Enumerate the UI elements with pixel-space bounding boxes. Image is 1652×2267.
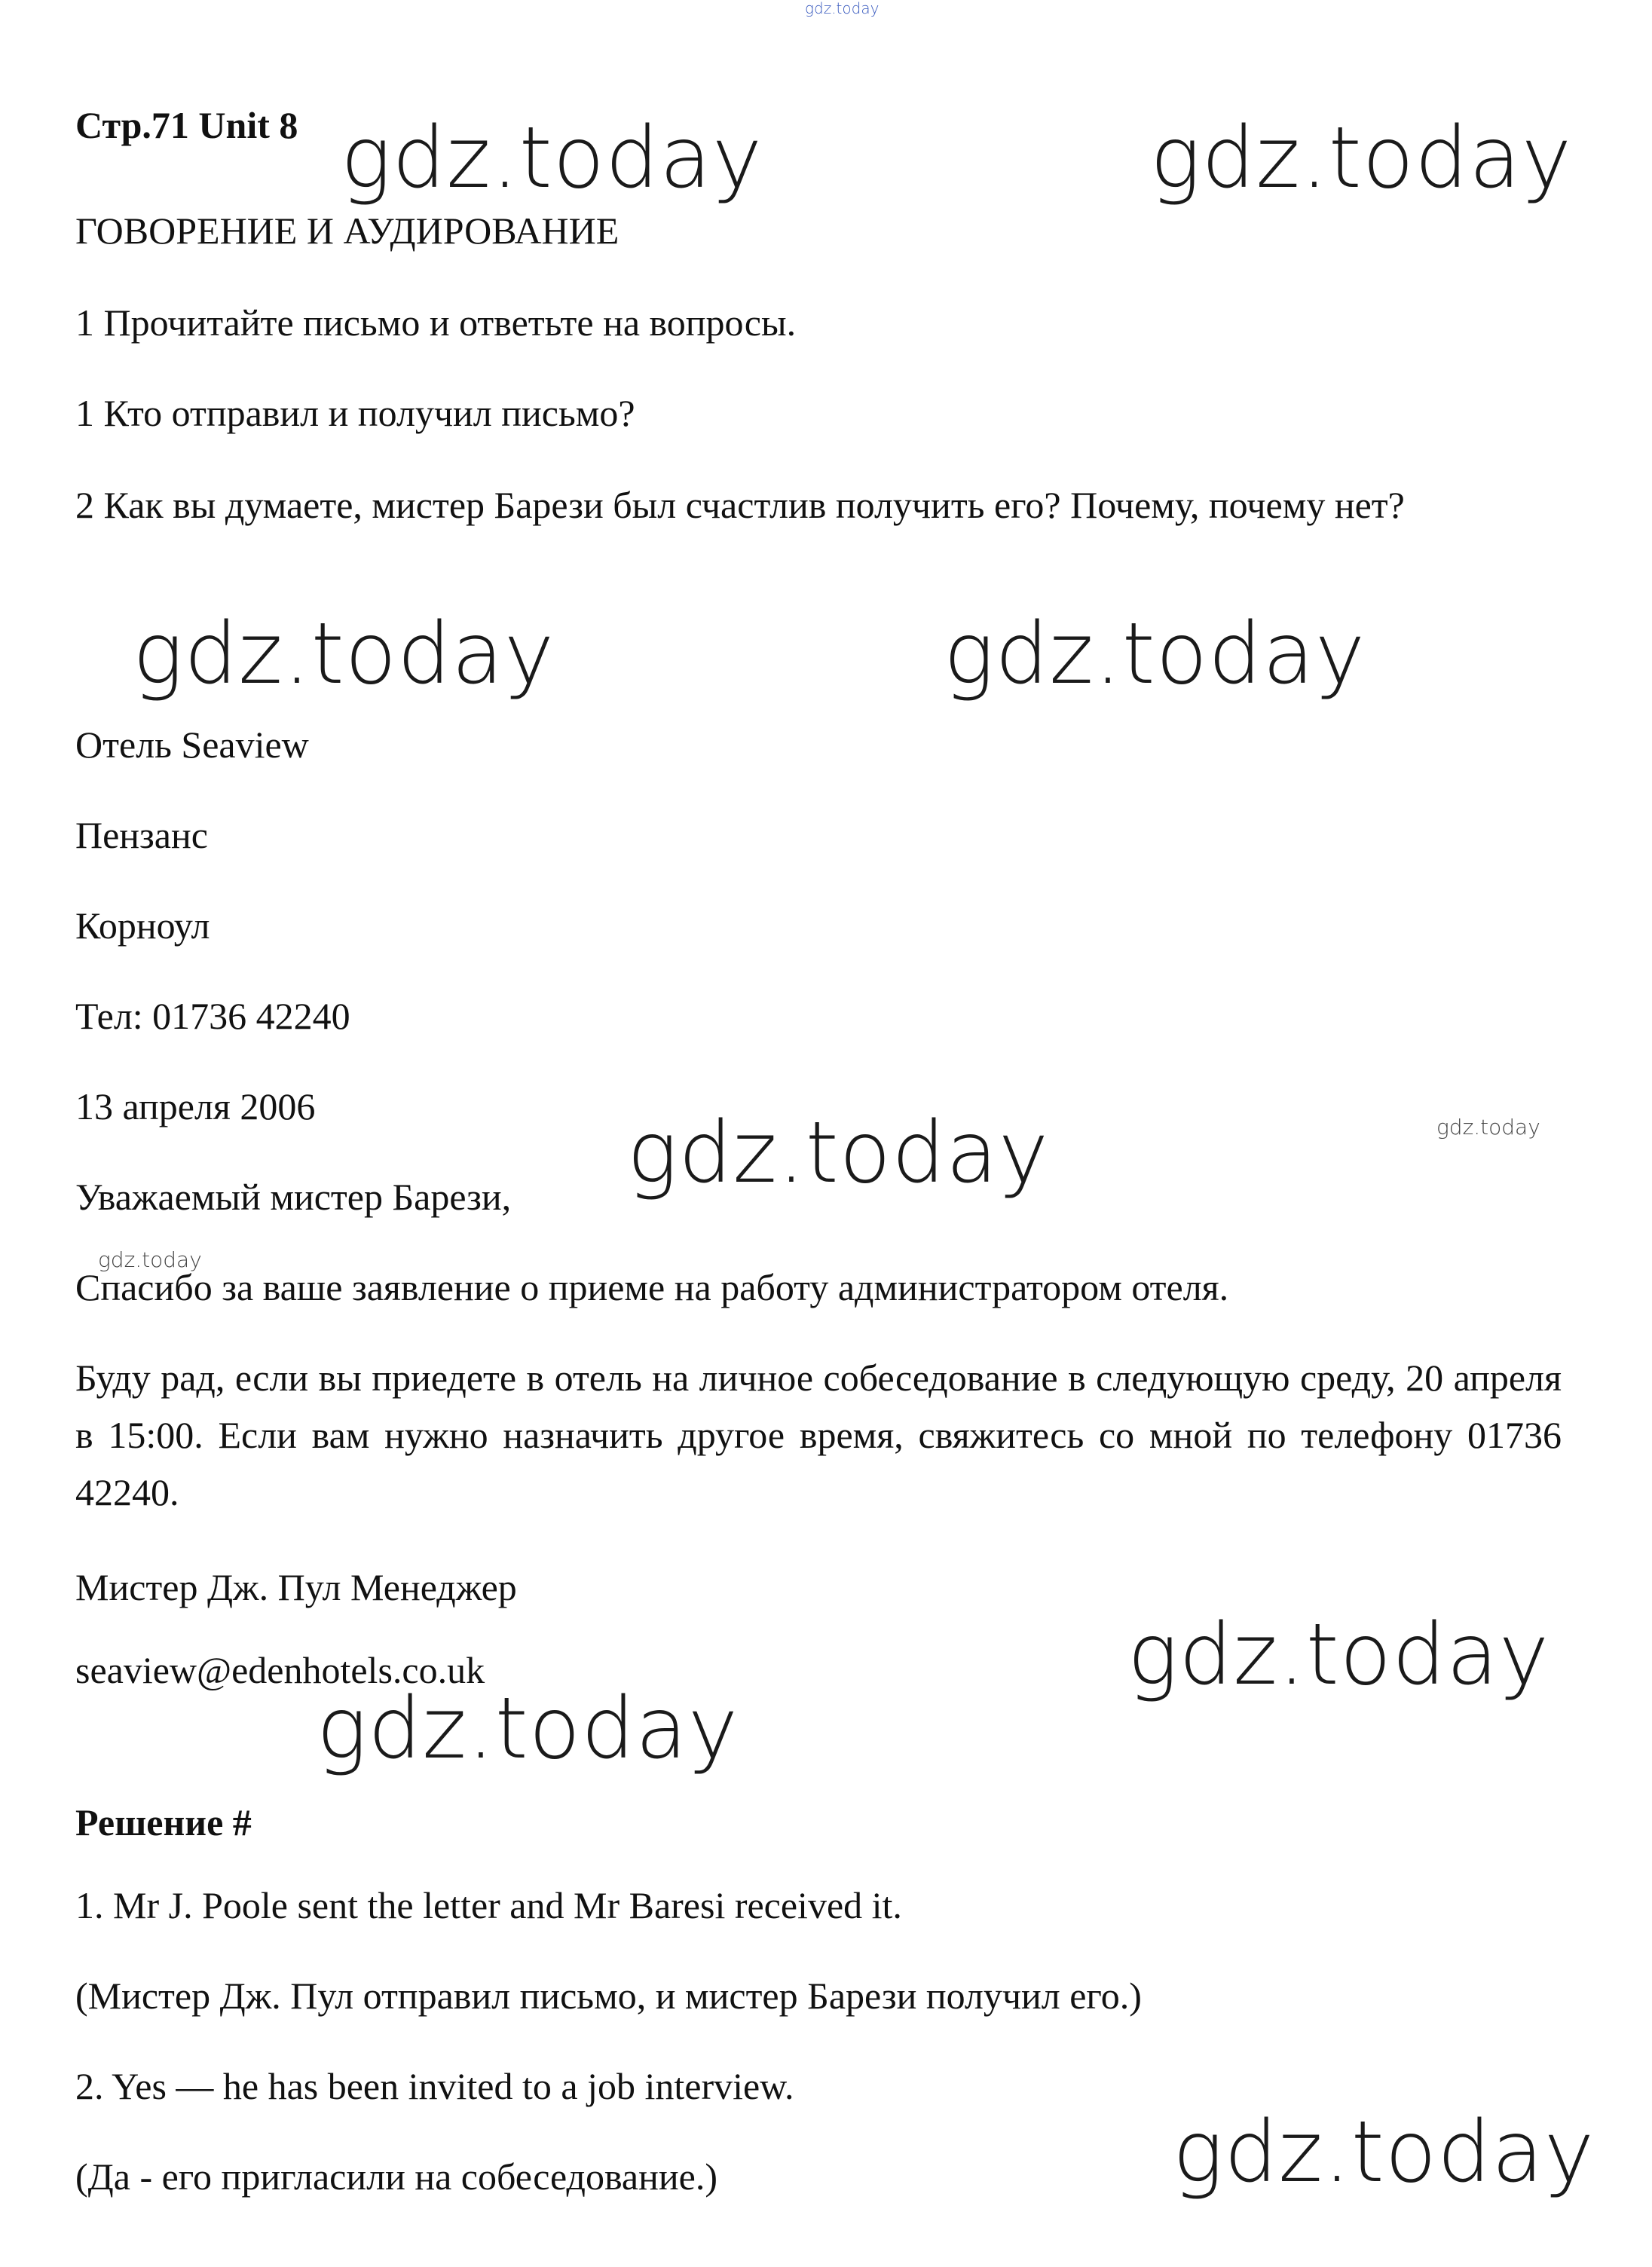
watermark-small: gdz.today: [98, 1247, 202, 1272]
watermark-top: gdz.today: [805, 0, 880, 17]
watermark: gdz.today: [1127, 1606, 1550, 1704]
answer-translation: (Мистер Дж. Пул отправил письмо, и мистер Барези получил его.): [75, 1975, 1142, 2017]
letter-address-line: Корноул: [75, 904, 210, 947]
letter-address-line: Отель Seaview: [75, 724, 309, 766]
watermark: gdz.today: [1150, 109, 1573, 207]
letter-paragraph: Спасибо за ваше заявление о приеме на работу администратором отеля.: [75, 1266, 1229, 1308]
letter-paragraph: Буду рад, если вы приедете в отель на личное собеседование в следующую среду, 20 апреля в 15:00. Если вам нужно назначить другое время, свяжитесь со мной по телефону 01736 42240.: [75, 1357, 1562, 1513]
answer-translation: (Да - его пригласили на собеседование.): [75, 2155, 717, 2198]
question-2: 2 Как вы думаете, мистер Барези был счастлив получить его? Почему, почему нет?: [75, 484, 1405, 526]
watermark: gdz.today: [944, 605, 1366, 703]
watermark-small: gdz.today: [1436, 1115, 1540, 1140]
watermark: gdz.today: [1173, 2103, 1595, 2201]
letter-phone: Тел: 01736 42240: [75, 995, 350, 1037]
solution-heading: Решение #: [75, 1801, 252, 1843]
letter-address-line: Пензанс: [75, 814, 208, 856]
watermark: gdz.today: [317, 1680, 739, 1778]
watermark: gdz.today: [133, 605, 555, 703]
task-instruction: 1 Прочитайте письмо и ответьте на вопросы.: [75, 301, 797, 344]
letter-signature: Мистер Дж. Пул Менеджер: [75, 1566, 517, 1608]
page-title: Стр.71 Unit 8: [75, 104, 298, 146]
letter-date: 13 апреля 2006: [75, 1085, 316, 1127]
letter-greeting: Уважаемый мистер Барези,: [75, 1176, 512, 1218]
answer-line: 1. Mr J. Poole sent the letter and Mr Baresi received it.: [75, 1884, 902, 1926]
section-heading: ГОВОРЕНИЕ И АУДИРОВАНИЕ: [75, 210, 620, 252]
answer-line: 2. Yes — he has been invited to a job interview.: [75, 2065, 794, 2107]
letter-email: seaview@edenhotels.co.uk: [75, 1649, 485, 1691]
watermark: gdz.today: [341, 109, 763, 207]
watermark: gdz.today: [627, 1104, 1050, 1202]
question-1: 1 Кто отправил и получил письмо?: [75, 392, 635, 434]
